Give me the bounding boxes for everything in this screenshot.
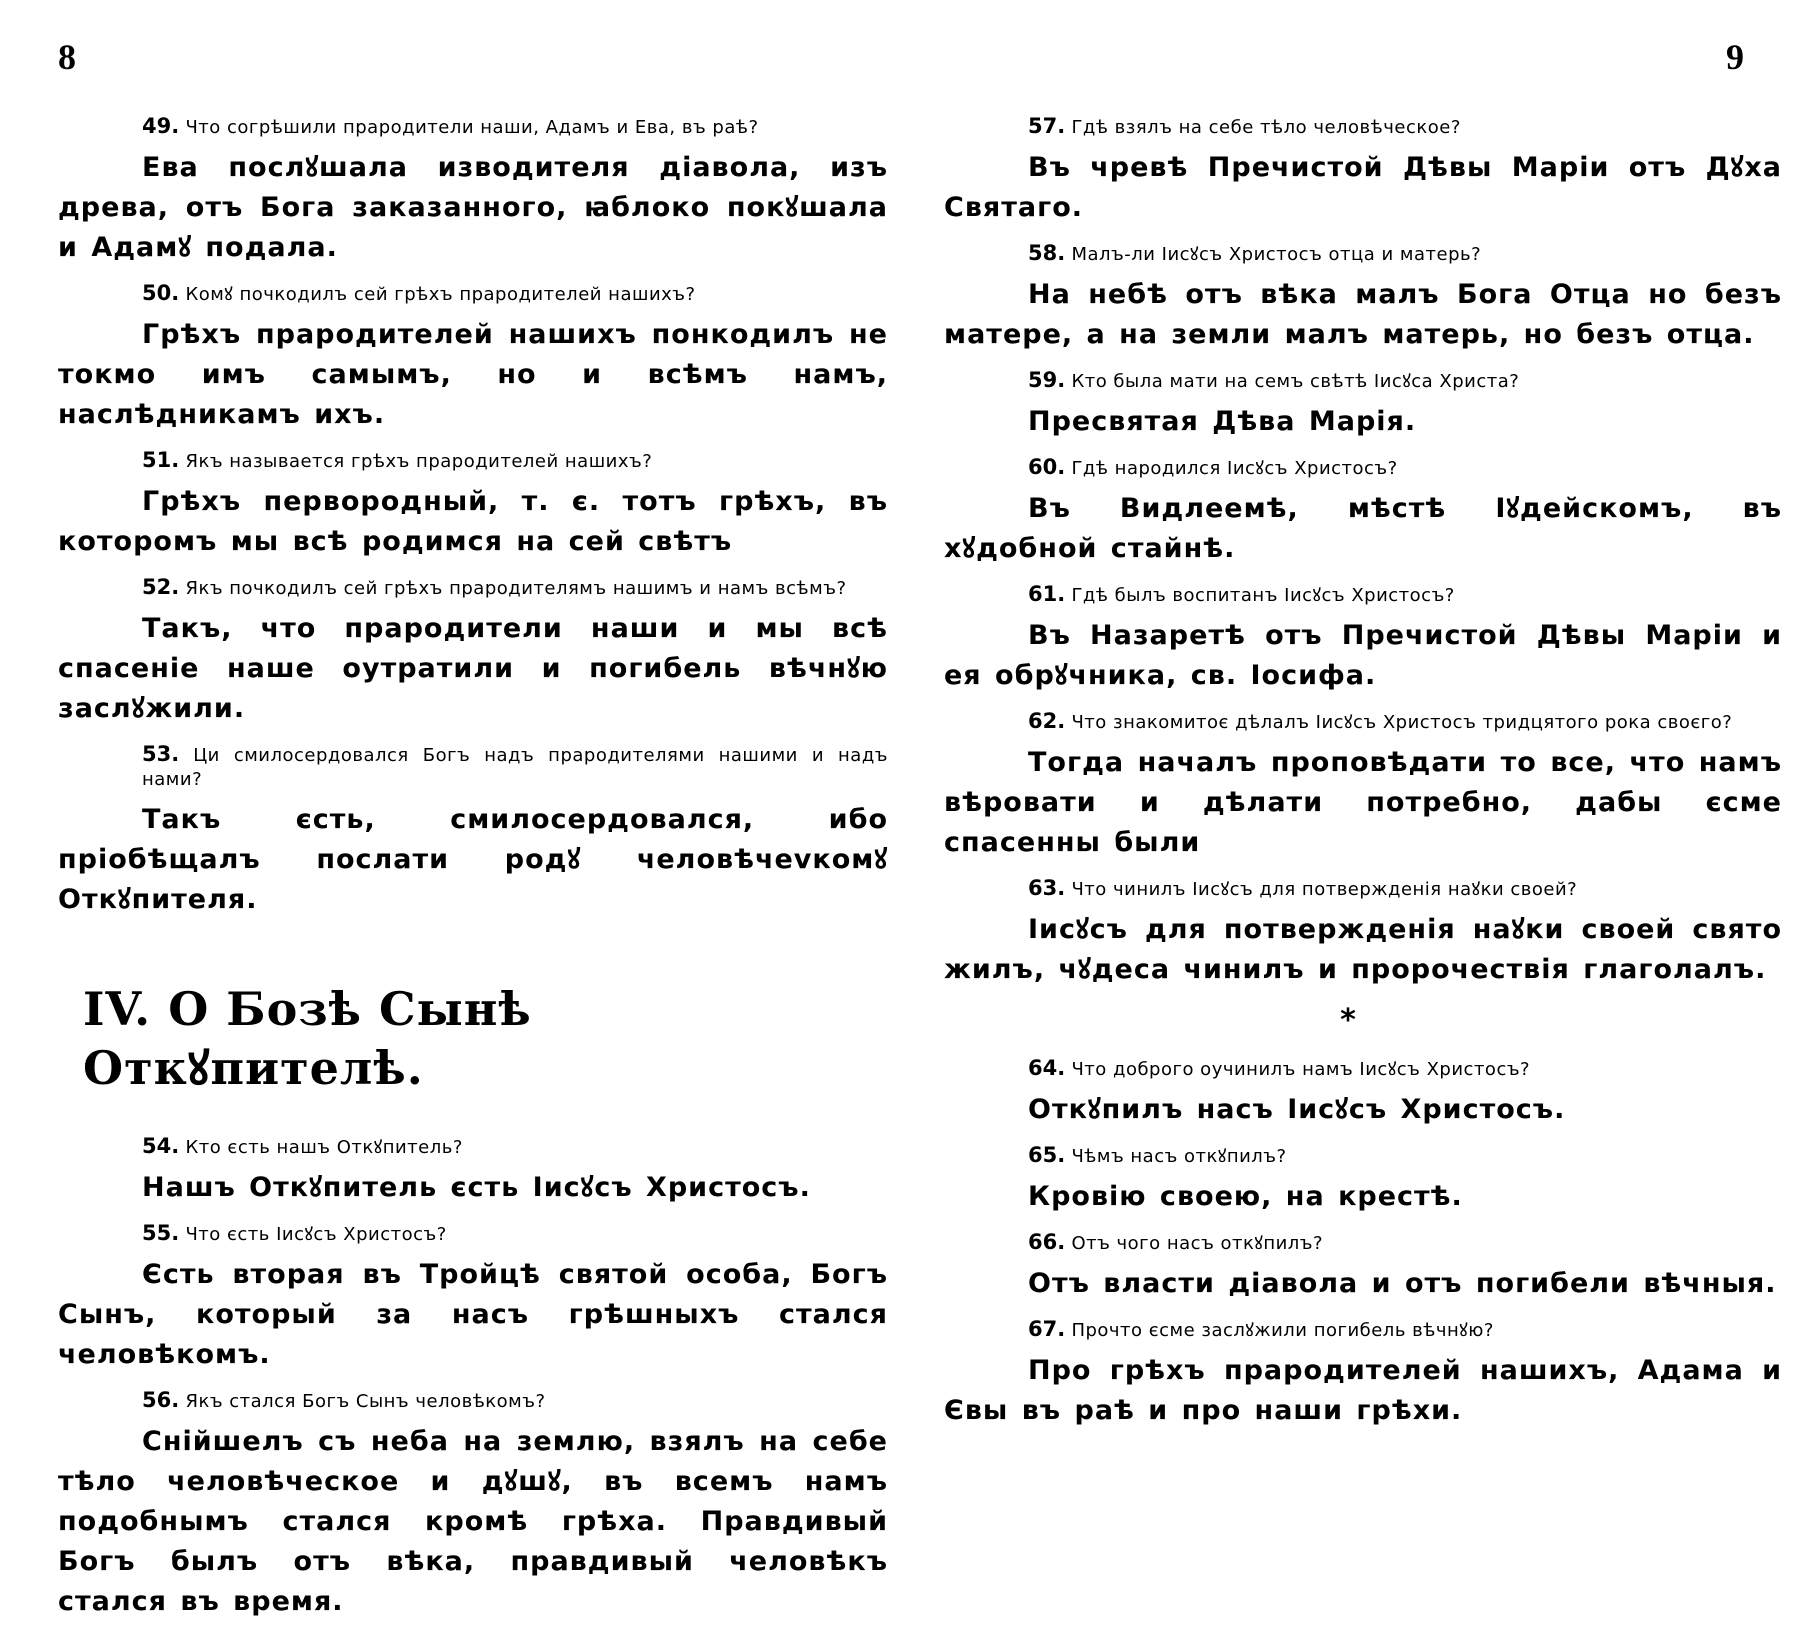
question — [58, 1221, 888, 1247]
question-number: 65. — [1028, 1143, 1066, 1167]
page-number: 9 — [1726, 37, 1744, 77]
answer: Такъ єсть, смилосердовался, ибо пріобѣщалъ послати родꙋ человѣчеvкомꙋ Откꙋпителя. — [58, 804, 888, 915]
qa-group — [944, 1056, 1782, 1431]
question-number: 63. — [1028, 876, 1066, 900]
question-text: Гдѣ взялъ на себе тѣло человѣческое? — [1071, 117, 1461, 138]
question — [58, 114, 888, 140]
question-number: 57. — [1028, 114, 1066, 138]
answer: Іисꙋсъ для потвержденія наꙋки своей свято жилъ, чꙋдеса чинилъ и пророчествія глаголалъ. — [944, 914, 1782, 985]
answer: Грѣхъ первородный, т. є. тотъ грѣхъ, въ которомъ мы всѣ родимся на сей свѣтъ — [58, 486, 888, 557]
question — [944, 455, 1782, 481]
question-number: 58. — [1028, 241, 1066, 265]
answer: Про грѣхъ прародителей нашихъ, Адама и Євы въ раѣ и про наши грѣхи. — [944, 1355, 1782, 1426]
answer: Пресвятая Дѣва Марія. — [1028, 406, 1417, 437]
answer: Єсть вторая въ Тройцѣ святой особа, Богъ Сынъ, который за насъ грѣшныхъ стался человѣкомъ. — [58, 1259, 888, 1370]
question-text: Что чинилъ Іисꙋсъ для потвержденія наꙋки своей? — [1071, 879, 1578, 900]
qa-group — [944, 114, 1782, 990]
question-text: Отъ чого насъ откꙋпилъ? — [1071, 1233, 1324, 1254]
answer: Грѣхъ прародителей нашихъ понкодилъ не токмо имъ самымъ, но и всѣмъ намъ, наслѣдникамъ ихъ. — [58, 319, 888, 430]
question — [58, 575, 888, 601]
question-number: 60. — [1028, 455, 1066, 479]
question — [944, 709, 1782, 735]
question-number: 54. — [142, 1134, 180, 1158]
question-text: Что знакомитоє дѣлалъ Іисꙋсъ Христосъ тридцятого рока своєго? — [1071, 712, 1733, 733]
answer: Въ Назаретѣ отъ Пречистой Дѣвы Маріи и ея обрꙋчника, св. Іосифа. — [944, 620, 1782, 691]
question-text: Якъ называется грѣхъ прародителей нашихъ? — [185, 451, 653, 472]
question — [944, 1143, 1782, 1169]
question-text: Кто была мати на семъ свѣтѣ Іисꙋса Христа? — [1071, 371, 1520, 392]
question-number: 56. — [142, 1388, 180, 1412]
question-number: 64. — [1028, 1056, 1066, 1080]
right-page — [902, 0, 1804, 1500]
question — [944, 368, 1782, 394]
question — [58, 448, 888, 474]
asterisk-separator: * — [1338, 1003, 1358, 1038]
answer: Снійшелъ съ неба на землю, взялъ на себе тѣло человѣческое и дꙋшꙋ, въ всемъ намъ подобнымъ стался кромѣ грѣха. Правдивый Богъ былъ отъ вѣка, правдивый человѣкъ стался въ время. — [58, 1426, 888, 1617]
question-number: 62. — [1028, 709, 1066, 733]
question-text: Что доброго оучинилъ намъ Іисꙋсъ Христосъ? — [1071, 1059, 1531, 1080]
qa-group — [58, 1134, 888, 1622]
question-number: 50. — [142, 281, 180, 305]
answer: Такъ, что прародители наши и мы всѣ спасеніе наше оутратили и погибель вѣчнꙋю заслꙋжили. — [58, 613, 888, 724]
question — [58, 1134, 888, 1160]
answer: Откꙋпилъ насъ Іисꙋсъ Христосъ. — [1028, 1094, 1566, 1125]
question-text: Что єсть Іисꙋсъ Христосъ? — [185, 1224, 447, 1245]
question-text: Ци смилосердовался Богъ надъ прародителями нашими и надъ нами? — [142, 745, 888, 790]
question — [58, 281, 888, 307]
qa-group — [58, 114, 888, 920]
question — [944, 114, 1782, 140]
question-number: 66. — [1028, 1230, 1066, 1254]
question-number: 52. — [142, 575, 180, 599]
answer: Кровію своею, на крестѣ. — [1028, 1181, 1463, 1212]
question-text: Гдѣ былъ воспитанъ Іисꙋсъ Христосъ? — [1071, 585, 1455, 606]
question — [58, 742, 888, 792]
answer: Тогда началъ проповѣдати то все, что намъ вѣровати и дѣлати потребно, дабы єсме спасенны были — [944, 747, 1782, 858]
question — [58, 1388, 888, 1414]
answer: Въ чревѣ Пречистой Дѣвы Маріи отъ Дꙋха Святаго. — [944, 152, 1782, 223]
question-text: Якъ почкодилъ сей грѣхъ прародителямъ нашимъ и намъ всѣмъ? — [185, 578, 847, 599]
question-text: Малъ-ли Іисꙋсъ Христосъ отца и матерь? — [1071, 244, 1482, 265]
question — [944, 241, 1782, 267]
left-page — [0, 0, 902, 1617]
answer: Въ Видлеемѣ, мѣстѣ Іꙋдейскомъ, въ хꙋдобной стайнѣ. — [944, 493, 1782, 564]
question-number: 55. — [142, 1221, 180, 1245]
page-number: 8 — [58, 37, 76, 77]
question-number: 53. — [142, 742, 180, 766]
question-text: Что согрѣшили прародители наши, Адамъ и Ева, въ раѣ? — [185, 117, 759, 138]
right-column — [944, 114, 1782, 1444]
answer: Нашъ Откꙋпитель єсть Іисꙋсъ Христосъ. — [142, 1172, 811, 1203]
section-heading: IV. О Бозѣ Сынѣ Откꙋпителѣ. — [83, 982, 532, 1095]
question — [944, 1230, 1782, 1256]
answer: На небѣ отъ вѣка малъ Бога Отца но безъ матере, а на земли малъ матерь, но безъ отца. — [944, 279, 1782, 350]
question-text: Гдѣ народился Іисꙋсъ Христосъ? — [1071, 458, 1398, 479]
answer: Отъ власти діавола и отъ погибели вѣчныя. — [1028, 1268, 1777, 1299]
question-text: Чѣмъ насъ откꙋпилъ? — [1071, 1146, 1287, 1167]
question — [944, 1056, 1782, 1082]
question — [944, 1317, 1782, 1343]
question — [944, 582, 1782, 608]
question-text: Кто єсть нашъ Откꙋпитель? — [185, 1137, 463, 1158]
question-text: Комꙋ почкодилъ сей грѣхъ прародителей нашихъ? — [185, 284, 696, 305]
question-number: 61. — [1028, 582, 1066, 606]
answer: Ева послꙋшала изводителя діавола, изъ древа, отъ Бога заказанного, ꙗблоко покꙋшала и Адамꙋ подала. — [58, 152, 888, 263]
question-number: 51. — [142, 448, 180, 472]
question-number: 67. — [1028, 1317, 1066, 1341]
question-text: Якъ стался Богъ Сынъ человѣкомъ? — [185, 1391, 546, 1412]
question-number: 49. — [142, 114, 180, 138]
question-number: 59. — [1028, 368, 1066, 392]
left-column — [58, 114, 888, 1635]
question-text: Прочто єсме заслꙋжили погибель вѣчнꙋю? — [1071, 1320, 1494, 1341]
question — [944, 876, 1782, 902]
